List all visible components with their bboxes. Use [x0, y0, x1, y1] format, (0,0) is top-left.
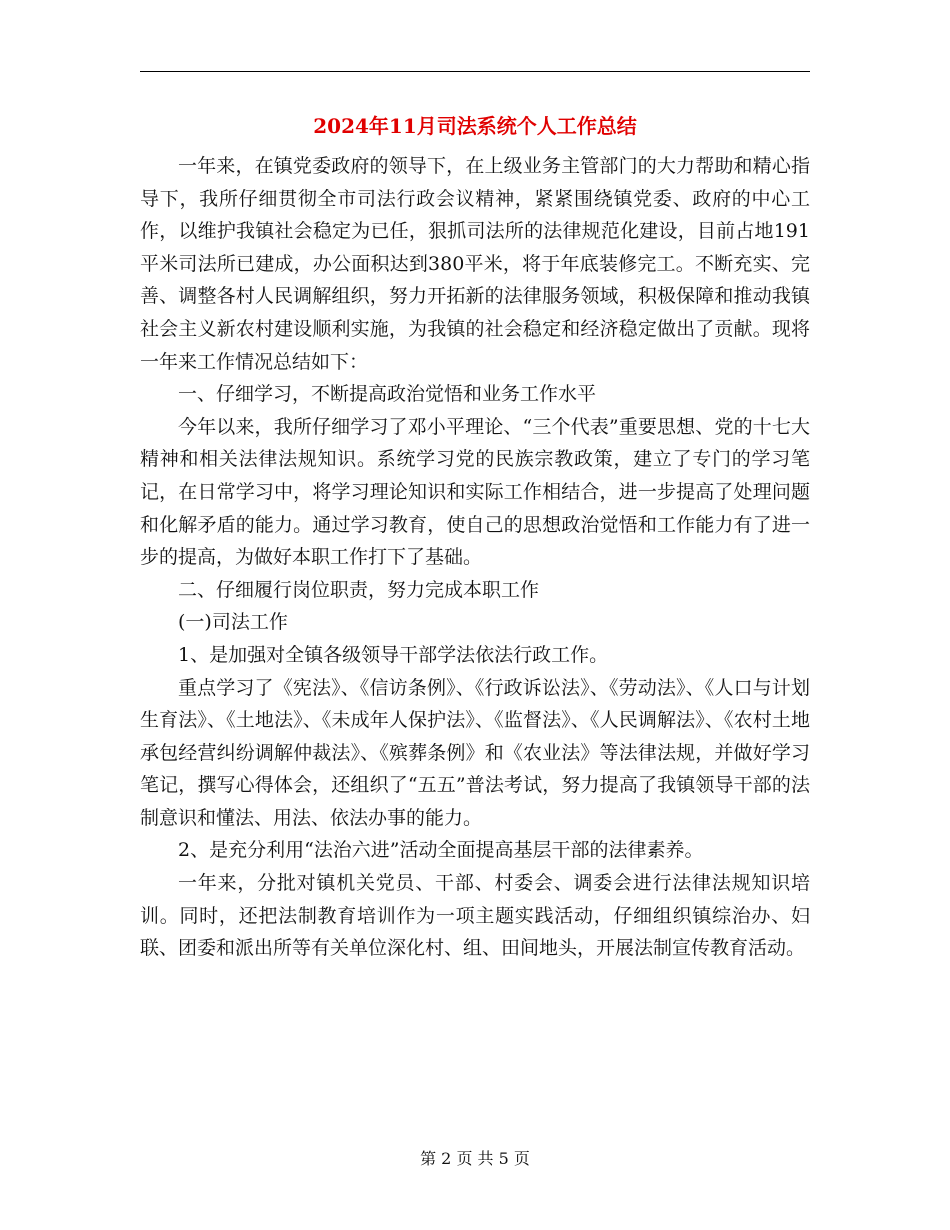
subsection-heading-judicial: (一)司法工作 — [178, 611, 288, 634]
paragraph-training: 一年来，分批对镇机关党员、干部、村委会、调委会进行法律法规知识培训。同时，还把法制教育培训作为一项主题实践活动，仔细组织镇综治办、妇联、团委和派出所等有关单位深化村、组、田间地头，开展法制宣传教育活动。 — [140, 872, 810, 960]
paragraph-laws: 重点学习了《宪法》、《信访条例》、《行政诉讼法》、《劳动法》、《人口与计划生育法》、《土地法》、《未成年人保护法》、《监督法》、《人民调解法》、《农村土地承包经营纠纷调解仲裁法》、《殡葬条例》和《农业法》等法律法规，并做好学习笔记，撰写心得体会，还组织了“五五”普法考试，努力提高了我镇领导干部的法制意识和懂法、用法、依法办事的能力。 — [140, 676, 810, 829]
paragraph-study: 今年以来，我所仔细学习了邓小平理论、“三个代表”重要思想、党的十七大精神和相关法律法规知识。系统学习党的民族宗教政策，建立了专门的学习笔记，在日常学习中，将学习理论知识和实际工作相结合，进一步提高了处理问题和化解矛盾的能力。通过学习教育，使自己的思想政治觉悟和工作能力有了进一步的提高，为做好本职工作打下了基础。 — [140, 415, 810, 569]
item-heading-1: 1、是加强对全镇各级领导干部学法依法行政工作。 — [178, 643, 609, 666]
section-heading-2: 二、仔细履行岗位职责，努力完成本职工作 — [178, 578, 540, 601]
section-heading-1: 一、仔细学习，不断提高政治觉悟和业务工作水平 — [178, 383, 597, 406]
document-title: 2024年11月司法系统个人工作总结 — [313, 114, 637, 138]
item-heading-2: 2、是充分利用“法治六进”活动全面提高基层干部的法律素养。 — [178, 839, 704, 862]
document-body — [140, 150, 810, 965]
header-rule — [140, 71, 810, 72]
paragraph-intro: 一年来，在镇党委政府的领导下，在上级业务主管部门的大力帮助和精心指导下，我所仔细贯彻全市司法行政会议精神，紧紧围绕镇党委、政府的中心工作，以维护我镇社会稳定为已任，狠抓司法所的法律规范化建设，目前占地191平米司法所已建成，办公面积达到380平米，将于年底装修完工。不断充实、完善、调整各村人民调解组织，努力开拓新的法律服务领域，积极保障和推动我镇社会主义新农村建设顺利实施，为我镇的社会稳定和经济稳定做出了贡献。现将一年来工作情况总结如下： — [140, 155, 810, 373]
page-number: 第 2 页 共 5 页 — [420, 1149, 530, 1168]
